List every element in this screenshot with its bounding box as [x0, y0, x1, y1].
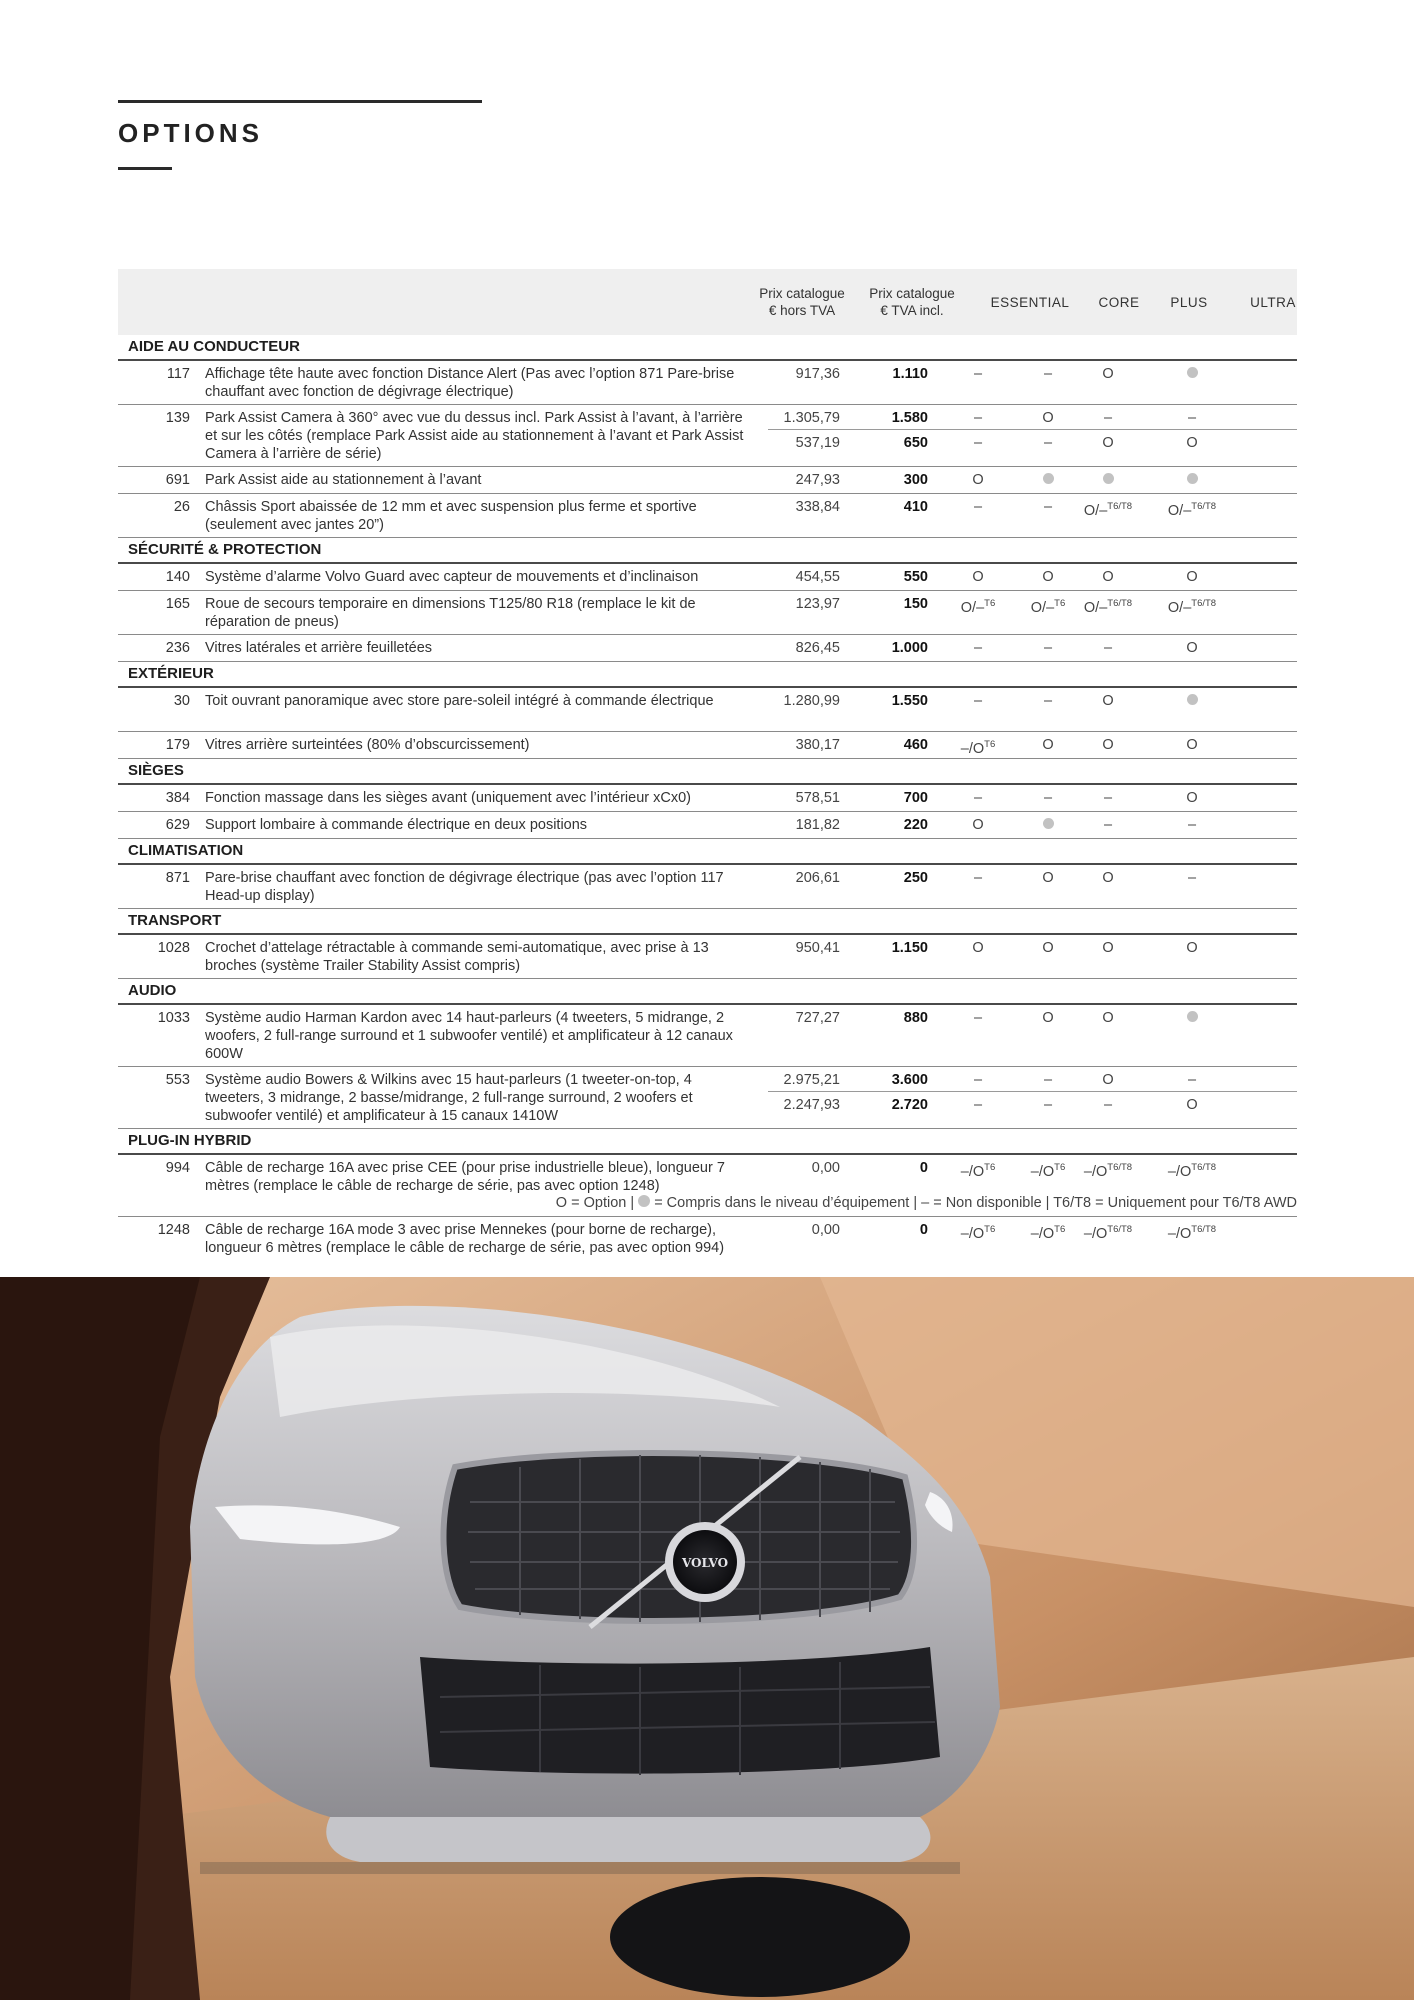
mark-essential: – — [973, 870, 983, 886]
price-line — [768, 1217, 1297, 1241]
mark-plus — [1078, 471, 1138, 489]
mark-essential: O/–$^{T6}$ — [960, 598, 996, 616]
price-line — [768, 812, 1297, 836]
section-header: SIÈGES — [118, 759, 1297, 785]
mark-ultra: – — [1187, 410, 1197, 426]
table-row — [118, 564, 1297, 591]
price-line — [768, 865, 1297, 889]
price-line — [768, 732, 1297, 756]
mark-core: O/–$^{T6}$ — [1030, 598, 1066, 616]
mark-ultra — [1162, 471, 1222, 489]
option-description: Crochet d’attelage rétractable à commande semi-automatique, avec prise à 13 broches (système Trailer Stability Assist compris) — [205, 940, 709, 974]
mark-plus: – — [1103, 817, 1113, 833]
mark-core: $-/O^{T6}$ — [1030, 1162, 1066, 1180]
mark-core: O — [1042, 737, 1054, 753]
price-line — [768, 935, 1297, 959]
price-incl-vat: 3.600 — [891, 1072, 928, 1088]
option-description: Câble de recharge 16A avec prise CEE (pour prise industrielle bleue), longueur 7 mètres (remplace le câble de recharge de série, pas avec option 1248) — [205, 1160, 725, 1194]
price-line — [768, 1155, 1297, 1179]
section-header: PLUG-IN HYBRID — [118, 1129, 1297, 1155]
mark-core: O — [1042, 940, 1054, 956]
mark-ultra: – — [1187, 1072, 1197, 1088]
price-line — [768, 494, 1297, 518]
mark-plus: $-/O^{T6/T8}$ — [1083, 1224, 1133, 1242]
price-line — [768, 361, 1297, 385]
price-excl-vat: 917,36 — [795, 366, 840, 382]
price-excl-vat: 380,17 — [795, 737, 840, 753]
table-row — [118, 361, 1297, 405]
page-title: OPTIONS — [118, 118, 264, 148]
mark-plus: O — [1102, 737, 1114, 753]
price-line — [768, 635, 1297, 659]
mark-core: O — [1042, 1010, 1054, 1026]
section-header: SÉCURITÉ & PROTECTION — [118, 538, 1297, 564]
price-incl-vat: 460 — [903, 737, 928, 753]
price-incl-vat: 1.580 — [891, 410, 928, 426]
mark-plus: $-/O^{T6/T8}$ — [1083, 1162, 1133, 1180]
mark-essential: – — [973, 790, 983, 806]
price-incl-vat: 1.550 — [891, 693, 928, 709]
price-incl-vat: 1.110 — [892, 366, 928, 382]
car-photo — [0, 1277, 1414, 2000]
mark-plus: O — [1102, 870, 1114, 886]
mark-core — [1018, 471, 1078, 489]
mark-ultra: – — [1187, 870, 1197, 886]
mark-plus: O — [1102, 1010, 1114, 1026]
option-code: 871 — [165, 870, 190, 886]
price-line — [768, 405, 1297, 429]
mark-core: – — [1043, 366, 1053, 382]
mark-core: – — [1043, 693, 1053, 709]
price-line — [768, 1091, 1297, 1116]
price-line — [768, 591, 1297, 615]
mark-ultra — [1162, 1009, 1222, 1027]
price-excl-vat: 826,45 — [795, 640, 840, 656]
table-row — [118, 785, 1297, 812]
included-dot-icon — [1043, 473, 1054, 484]
volvo-car-image — [0, 1277, 1414, 2000]
mark-essential: – — [973, 1097, 983, 1113]
mark-plus: O/–$^{T6/T8}$ — [1083, 501, 1133, 519]
mark-essential: – — [973, 1010, 983, 1026]
price-line — [768, 1067, 1297, 1091]
price-incl-vat: 550 — [903, 569, 928, 585]
price-incl-vat: 1.150 — [891, 940, 928, 956]
included-dot-icon — [1103, 473, 1114, 484]
option-description: Système d’alarme Volvo Guard avec capteur de mouvements et d’inclinaison — [205, 569, 699, 585]
price-incl-vat: 410 — [903, 499, 928, 515]
badge-text: VOLVO — [681, 1556, 729, 1570]
price-excl-vat: 454,55 — [795, 569, 840, 585]
mark-core: – — [1043, 499, 1053, 515]
mark-essential: $-/O^{T6}$ — [960, 1224, 996, 1242]
price-incl-vat: 1.000 — [891, 640, 928, 656]
mark-core — [1018, 816, 1078, 834]
price-excl-vat: 1.280,99 — [783, 693, 840, 709]
section-header: TRANSPORT — [118, 909, 1297, 935]
price-incl-vat: 0 — [919, 1222, 928, 1238]
header-core: CORE — [1098, 294, 1140, 310]
option-code: 553 — [165, 1072, 190, 1088]
mark-ultra: O/–$^{T6/T8}$ — [1167, 598, 1217, 616]
option-description: Fonction massage dans les sièges avant (uniquement avec l’intérieur xCx0) — [205, 790, 691, 806]
option-code: 139 — [165, 410, 190, 426]
option-description: Roue de secours temporaire en dimensions T125/80 R18 (remplace le kit de réparation de pneus) — [205, 596, 696, 630]
price-excl-vat: 950,41 — [795, 940, 840, 956]
option-description: Système audio Harman Kardon avec 14 haut-parleurs (4 tweeters, 5 midrange, 2 woofers, 2 full-range surround et 1 subwoofer ventilé) et amplificateur à 12 canaux 600W — [205, 1010, 733, 1062]
mark-core: – — [1043, 435, 1053, 451]
mark-essential: – — [973, 435, 983, 451]
option-description: Système audio Bowers & Wilkins avec 15 haut-parleurs (1 tweeter-on-top, 4 tweeters, 3 midrange, 2 basse/midrange, 2 full-range surround, 2 woofers et subwoofer ventilé) et amplificateur à 15 canaux 1410W — [205, 1072, 693, 1124]
mark-essential: O — [972, 472, 984, 488]
option-description: Park Assist Camera à 360° avec vue du dessus incl. Park Assist à l’avant, à l’arrière et sur les côtés (remplace Park Assist aide au stationnement à l’avant et Park Assist Camera à l’arrière de série) — [205, 410, 744, 462]
price-excl-vat: 1.305,79 — [783, 410, 840, 426]
header-plus: PLUS — [1170, 294, 1208, 310]
option-code: 1033 — [157, 1010, 190, 1026]
price-excl-vat: 123,97 — [795, 596, 840, 612]
price-line — [768, 429, 1297, 454]
options-table — [118, 269, 1297, 1279]
price-excl-vat: 2.975,21 — [783, 1072, 840, 1088]
option-code: 629 — [165, 817, 190, 833]
table-row — [118, 865, 1297, 909]
section-header: AIDE AU CONDUCTEUR — [118, 335, 1297, 361]
top-rule — [118, 100, 482, 103]
price-incl-vat: 150 — [903, 596, 928, 612]
mark-plus: – — [1103, 1097, 1113, 1113]
price-excl-vat: 0,00 — [811, 1160, 840, 1176]
mark-ultra: O — [1186, 640, 1198, 656]
price-line — [768, 467, 1297, 491]
mark-ultra: O — [1186, 1097, 1198, 1113]
option-description: Toit ouvrant panoramique avec store pare-soleil intégré à commande électrique — [205, 693, 714, 709]
option-description: Park Assist aide au stationnement à l’avant — [205, 472, 482, 488]
mark-essential: – — [973, 366, 983, 382]
mark-essential: $-/O^{T6}$ — [960, 739, 996, 757]
price-line — [768, 564, 1297, 588]
option-code: 384 — [165, 790, 190, 806]
legend-rest: = Compris dans le niveau d’équipement | – = Non disponible | T6/T8 = Uniquement pour T6/T8 AWD — [654, 1195, 1297, 1211]
mark-ultra: $-/O^{T6/T8}$ — [1167, 1162, 1217, 1180]
header-price-incl: Prix catalogue € TVA incl. — [869, 286, 955, 318]
price-line — [768, 1005, 1297, 1029]
table-row — [118, 1217, 1297, 1279]
table-header — [118, 269, 1297, 335]
mark-essential: – — [973, 693, 983, 709]
mark-plus: – — [1103, 790, 1113, 806]
table-row — [118, 591, 1297, 635]
price-incl-vat: 700 — [903, 790, 928, 806]
option-code: 994 — [165, 1160, 190, 1176]
price-incl-vat: 220 — [903, 817, 928, 833]
price-line — [768, 785, 1297, 809]
included-dot-icon — [1187, 1011, 1198, 1022]
mark-plus: O/–$^{T6/T8}$ — [1083, 598, 1133, 616]
mark-ultra: O — [1186, 435, 1198, 451]
mark-core: – — [1043, 1097, 1053, 1113]
price-incl-vat: 2.720 — [891, 1097, 928, 1113]
table-row — [118, 1005, 1297, 1067]
price-incl-vat: 300 — [903, 472, 928, 488]
price-excl-vat: 2.247,93 — [783, 1097, 840, 1113]
mark-ultra: O — [1186, 737, 1198, 753]
mark-ultra: – — [1187, 817, 1197, 833]
section-header: CLIMATISATION — [118, 839, 1297, 865]
mark-essential: – — [973, 410, 983, 426]
table-row — [118, 635, 1297, 662]
mark-essential: $-/O^{T6}$ — [960, 1162, 996, 1180]
table-row — [118, 812, 1297, 839]
mark-plus: O — [1102, 569, 1114, 585]
table-row — [118, 935, 1297, 979]
option-code: 140 — [165, 569, 190, 585]
included-dot-icon — [1187, 473, 1198, 484]
included-dot-icon — [1187, 367, 1198, 378]
option-description: Câble de recharge 16A mode 3 avec prise Mennekes (pour borne de recharge), longueur 6 mètres (remplace le câble de recharge de série, pas avec option 994) — [205, 1222, 725, 1256]
option-description: Affichage tête haute avec fonction Distance Alert (Pas avec l’option 871 Pare-brise chauffant avec fonction de dégivrage électrique) — [205, 366, 735, 400]
option-code: 1028 — [157, 940, 190, 956]
mark-plus: O — [1102, 940, 1114, 956]
option-code: 30 — [173, 693, 190, 709]
option-description: Vitres latérales et arrière feuilletées — [205, 640, 433, 656]
table-body — [118, 335, 1297, 1279]
mark-core: $-/O^{T6}$ — [1030, 1224, 1066, 1242]
price-excl-vat: 537,19 — [795, 435, 840, 451]
option-code: 691 — [165, 472, 190, 488]
mark-ultra — [1162, 692, 1222, 710]
mark-core: O — [1042, 870, 1054, 886]
legend-included-dot-icon — [638, 1195, 650, 1207]
mark-ultra: $-/O^{T6/T8}$ — [1167, 1224, 1217, 1242]
option-code: 1248 — [157, 1222, 190, 1238]
table-row — [118, 1067, 1297, 1129]
price-excl-vat: 727,27 — [795, 1010, 840, 1026]
option-description: Châssis Sport abaissée de 12 mm et avec suspension plus ferme et sportive (seulement avec jantes 20”) — [205, 499, 697, 533]
header-essential: ESSENTIAL — [990, 294, 1070, 310]
section-header: EXTÉRIEUR — [118, 662, 1297, 688]
option-code: 236 — [165, 640, 190, 656]
section-header: AUDIO — [118, 979, 1297, 1005]
header-ultra: ULTRA — [1250, 294, 1296, 310]
mark-ultra: O — [1186, 569, 1198, 585]
price-incl-vat: 880 — [903, 1010, 928, 1026]
mark-plus: O — [1102, 366, 1114, 382]
title-underline — [118, 167, 172, 170]
mark-core: – — [1043, 790, 1053, 806]
option-code: 179 — [165, 737, 190, 753]
legend — [556, 1195, 1297, 1211]
table-row — [118, 405, 1297, 467]
price-incl-vat: 250 — [903, 870, 928, 886]
mark-essential: – — [973, 499, 983, 515]
mark-essential: O — [972, 817, 984, 833]
option-description: Vitres arrière surteintées (80% d’obscurcissement) — [205, 737, 530, 753]
table-row — [118, 688, 1297, 732]
price-excl-vat: 247,93 — [795, 472, 840, 488]
included-dot-icon — [1043, 818, 1054, 829]
price-excl-vat: 0,00 — [811, 1222, 840, 1238]
mark-plus: O — [1102, 693, 1114, 709]
option-description: Pare-brise chauffant avec fonction de dégivrage électrique (pas avec l’option 117 Head-up display) — [205, 870, 724, 904]
mark-essential: – — [973, 640, 983, 656]
mark-ultra: O — [1186, 790, 1198, 806]
price-excl-vat: 338,84 — [795, 499, 840, 515]
option-description: Support lombaire à commande électrique en deux positions — [205, 817, 588, 833]
price-line — [768, 688, 1297, 712]
header-price-excl: Prix catalogue € hors TVA — [759, 286, 845, 318]
table-row — [118, 732, 1297, 759]
mark-essential: – — [973, 1072, 983, 1088]
price-excl-vat: 206,61 — [795, 870, 840, 886]
mark-core: – — [1043, 640, 1053, 656]
option-code: 26 — [173, 499, 190, 515]
mark-ultra — [1162, 365, 1222, 383]
table-row — [118, 494, 1297, 538]
mark-plus: O — [1102, 435, 1114, 451]
mark-essential: O — [972, 569, 984, 585]
mark-plus: O — [1102, 1072, 1114, 1088]
price-incl-vat: 0 — [919, 1160, 928, 1176]
table-row — [118, 467, 1297, 494]
mark-ultra: O — [1186, 940, 1198, 956]
option-code: 165 — [165, 596, 190, 612]
option-code: 117 — [166, 366, 190, 382]
mark-essential: O — [972, 940, 984, 956]
mark-core: – — [1043, 1072, 1053, 1088]
mark-plus: – — [1103, 640, 1113, 656]
mark-core: O — [1042, 410, 1054, 426]
legend-option: O = Option | — [555, 1195, 635, 1211]
price-excl-vat: 181,82 — [795, 817, 840, 833]
price-excl-vat: 578,51 — [795, 790, 840, 806]
mark-core: O — [1042, 569, 1054, 585]
price-incl-vat: 650 — [903, 435, 928, 451]
included-dot-icon — [1187, 694, 1198, 705]
mark-plus: – — [1103, 410, 1113, 426]
mark-ultra: O/–$^{T6/T8}$ — [1167, 501, 1217, 519]
